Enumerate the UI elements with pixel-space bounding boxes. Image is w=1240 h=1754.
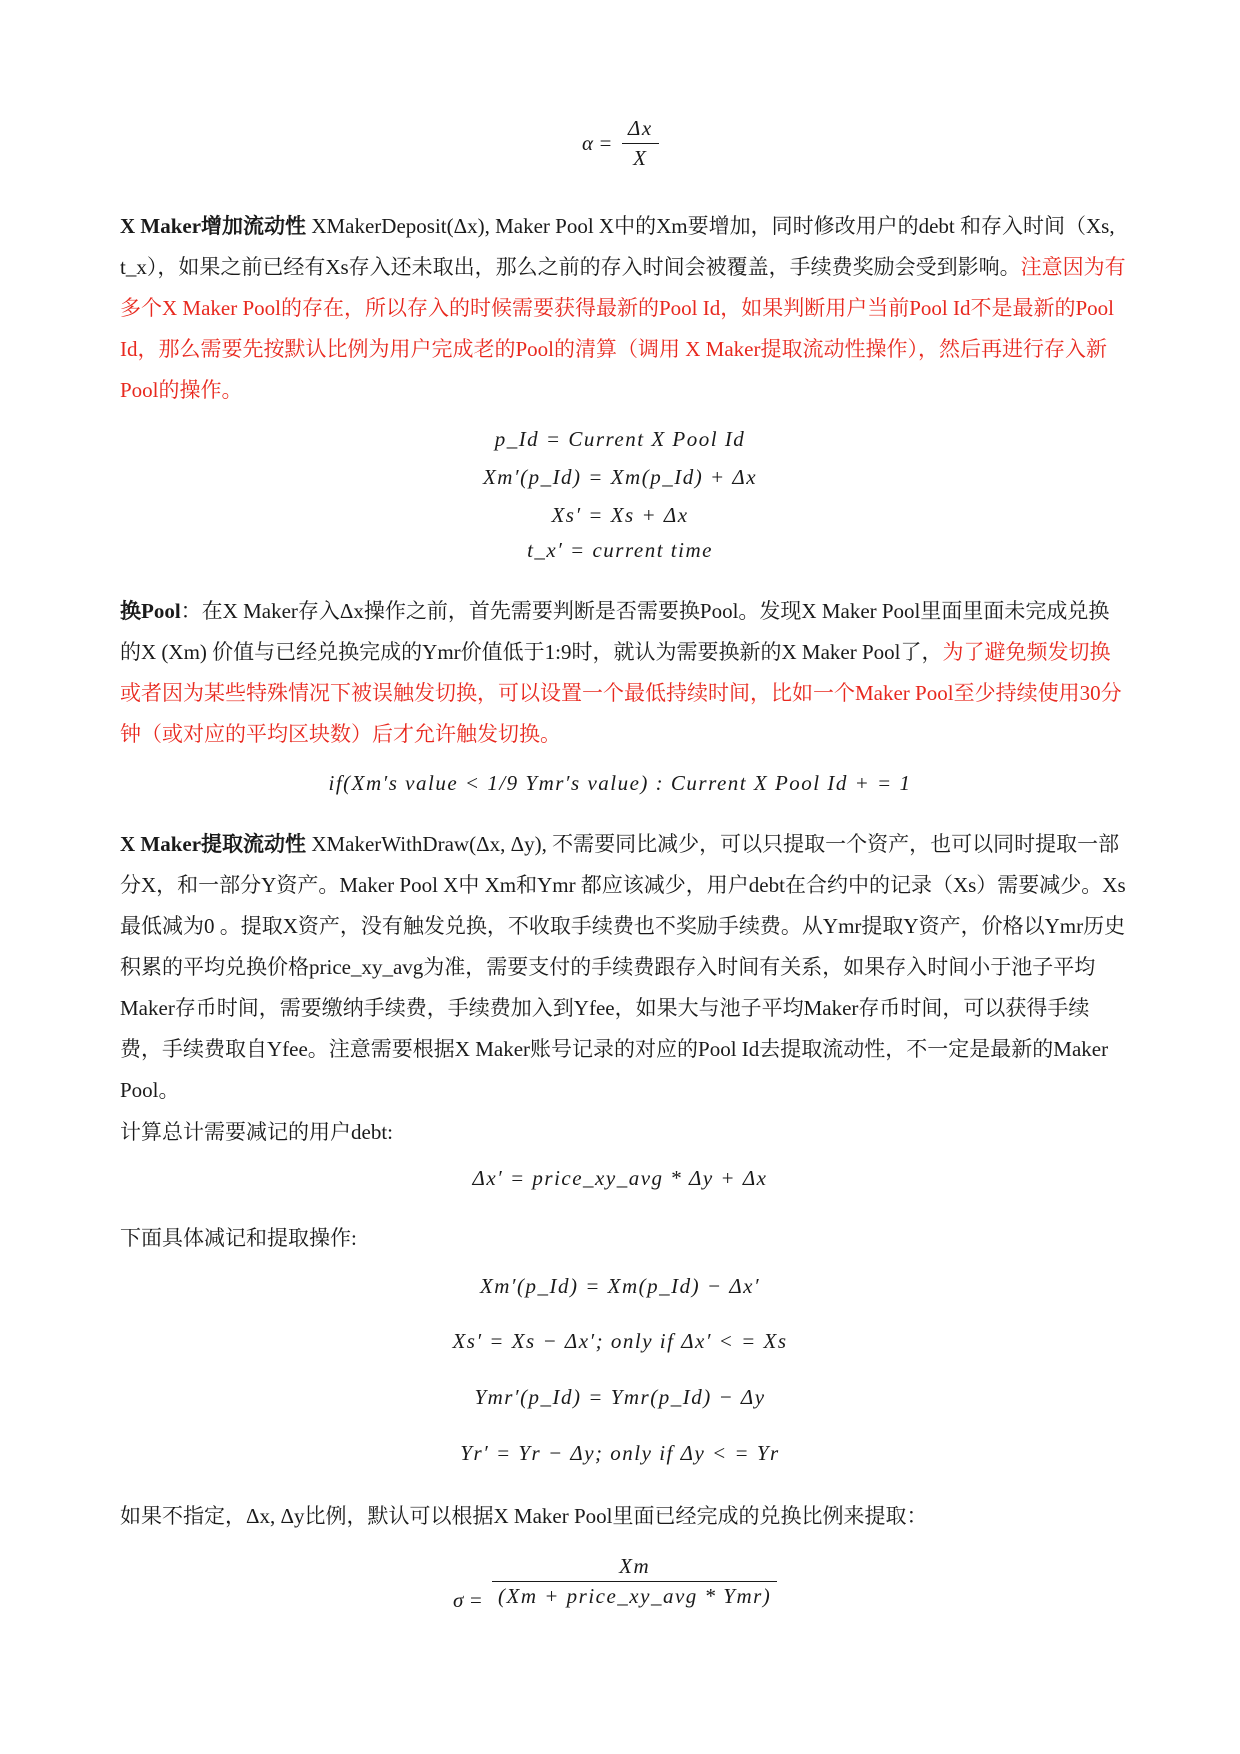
sigma-fraction [492,1554,777,1609]
switch-title: 换Pool [120,599,181,623]
withdraw-paragraph [120,824,1130,1111]
deposit-text: XMakerDeposit(Δx), Maker Pool X中的Xm要增加，同时修改用户的debt 和存入时间（Xs, t_x），如果之前已经有Xs存入还未取出，那么之前的存入时间会被覆盖，手续费奖励会受到影响。 [120,214,1115,279]
fraction-bar [622,143,659,144]
deposit-title: X Maker增加流动性 [120,214,307,238]
sigma-numerator: Xm [619,1554,651,1578]
alpha-numerator: Δx [628,116,653,140]
alpha-denominator: X [633,146,648,170]
equation-xs-withdraw: Xs′ = Xs − Δx′; only if Δx′ < = Xs [452,1329,788,1353]
deposit-note: 注意因为有多个X Maker Pool的存在，所以存入的时候需要获得最新的Pool Id，如果判断用户当前Pool Id不是最新的Pool Id，那么需要先按默认比例为用户完成老的Pool的清算（调用 X Maker提取流动性操作），然后再进行存入新Pool的操作。 [120,255,1126,402]
withdraw-title: X Maker提取流动性 [120,832,307,856]
equation-switch: if(Xm′s value < 1/9 Ymr′s value) : Current X Pool Id + = 1 [328,771,912,795]
equation-debt: Δx′ = price_xy_avg * Δy + Δx [472,1166,768,1190]
switch-text: ：在X Maker存入Δx操作之前，首先需要判断是否需要换Pool。发现X Maker Pool里面里面未完成兑换的X (Xm) 价值与已经兑换完成的Ymr价值低于1:9时，就认为需要换新的X Maker Pool了， [120,599,1110,664]
switch-note: 为了避免频发切换或者因为某些特殊情况下被误触发切换，可以设置一个最低持续时间，比如一个Maker Pool至少持续使用30分钟（或对应的平均区块数）后才允许触发切换。 [120,640,1122,746]
withdraw-text: XMakerWithDraw(Δx, Δy), 不需要同比减少，可以只提取一个资产，也可以同时提取一部分X，和一部分Y资产。Maker Pool X中 Xm和Ymr 都应该减少，用户debt在合约中的记录（Xs）需要减少。Xs最低减为0 。提取X资产，没有触发兑换，不收取手续费也不奖励手续费。从Ymr提取Y资产，价格以Ymr历史积累的平均兑换价格price_xy_avg为准，需要支付的手续费跟存入时间有关系，如果存入时间小于池子平均Maker存币时间，需要缴纳手续费，手续费加入到Yfee，如果大与池子平均Maker存币时间，可以获得手续费，手续费取自Yfee。注意需要根据X Maker账号记录的对应的Pool Id去提取流动性，不一定是最新的Maker Pool。 [120,832,1126,1102]
equation-yr-withdraw: Yr′ = Yr − Δy; only if Δy < = Yr [460,1441,780,1465]
switch-paragraph [120,591,1130,755]
ratio-paragraph: 如果不指定，Δx, Δy比例，默认可以根据X Maker Pool里面已经完成的兑换比例来提取： [120,1504,928,1528]
equation-xs-deposit: Xs′ = Xs + Δx [551,503,689,527]
equation-xm-deposit: Xm′(p_Id) = Xm(p_Id) + Δx [482,465,758,489]
equation-tx-deposit: t_x′ = current time [527,538,713,562]
equation-ymr-withdraw: Ymr′(p_Id) = Ymr(p_Id) − Δy [474,1385,766,1409]
equation-pool-id: p_Id = Current X Pool Id [494,427,746,451]
deposit-paragraph [120,206,1130,411]
alpha-lhs: α = [582,131,613,155]
fraction-bar [492,1581,777,1582]
equation-xm-withdraw: Xm′(p_Id) = Xm(p_Id) − Δx′ [479,1274,761,1298]
alpha-fraction [622,116,659,171]
sigma-denominator: (Xm + price_xy_avg * Ymr) [498,1584,772,1608]
operations-intro: 下面具体减记和提取操作: [120,1226,357,1250]
debt-intro: 计算总计需要减记的用户debt: [120,1120,393,1144]
sigma-lhs: σ = [453,1588,483,1612]
